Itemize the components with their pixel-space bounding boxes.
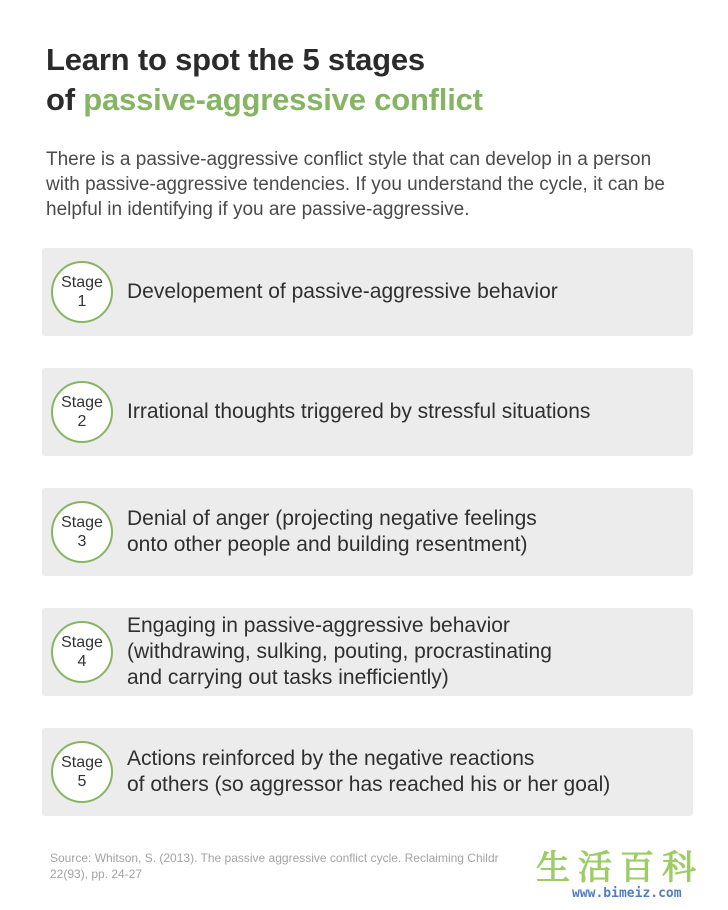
watermark-logo	[528, 846, 728, 910]
stage-card-2	[42, 368, 693, 456]
intro-paragraph: There is a passive-aggressive conflict style that can develop in a person with passive-aggressive tendencies. If you understand the cycle, it can be helpful in identifying if you are passive-aggressive.	[46, 149, 665, 220]
stage-badge-label: Stage	[61, 754, 103, 771]
stage-badge-number: 2	[77, 413, 87, 430]
title-line-2-accent: passive-aggressive conflict	[83, 82, 483, 117]
stage-card-1	[42, 248, 693, 336]
stage-badge-label: Stage	[61, 274, 103, 291]
stage-badge-5	[51, 741, 113, 803]
stage-card-5	[42, 728, 693, 816]
stage-description: Engaging in passive-aggressive behavior (withdrawing, sulking, pouting, procrastinating and carrying out tasks inefficiently)	[127, 614, 552, 689]
stage-card-4	[42, 608, 693, 696]
stage-badge-number: 1	[77, 293, 87, 310]
stage-list	[42, 248, 693, 848]
stage-description: Denial of anger (projecting negative feelings onto other people and building resentment)	[127, 507, 537, 556]
title-line-2-prefix: of	[46, 82, 84, 117]
watermark-characters: 生活百科	[536, 848, 704, 888]
stage-badge-3	[51, 501, 113, 563]
source-citation: Source: Whitson, S. (2013). The passive aggressive conflict cycle. Reclaiming Childr 22(93), pp. 24-27	[50, 851, 499, 881]
stage-badge-label: Stage	[61, 394, 103, 411]
stage-description: Developement of passive-aggressive behavior	[127, 280, 558, 303]
title-line-1: Learn to spot the 5 stages	[46, 42, 425, 77]
stage-badge-number: 3	[77, 533, 87, 550]
stage-badge-number: 4	[77, 653, 87, 670]
stage-badge-label: Stage	[61, 634, 103, 651]
stage-description: Actions reinforced by the negative reactions of others (so aggressor has reached his or her goal)	[127, 747, 611, 796]
stage-card-3	[42, 488, 693, 576]
stage-badge-label: Stage	[61, 514, 103, 531]
stage-badge-1	[51, 261, 113, 323]
stage-badge-number: 5	[77, 773, 87, 790]
stage-badge-2	[51, 381, 113, 443]
stage-badge-4	[51, 621, 113, 683]
stage-description: Irrational thoughts triggered by stressful situations	[127, 400, 591, 423]
page-title	[46, 40, 686, 120]
watermark-url: www.bimeiz.com	[572, 886, 682, 901]
